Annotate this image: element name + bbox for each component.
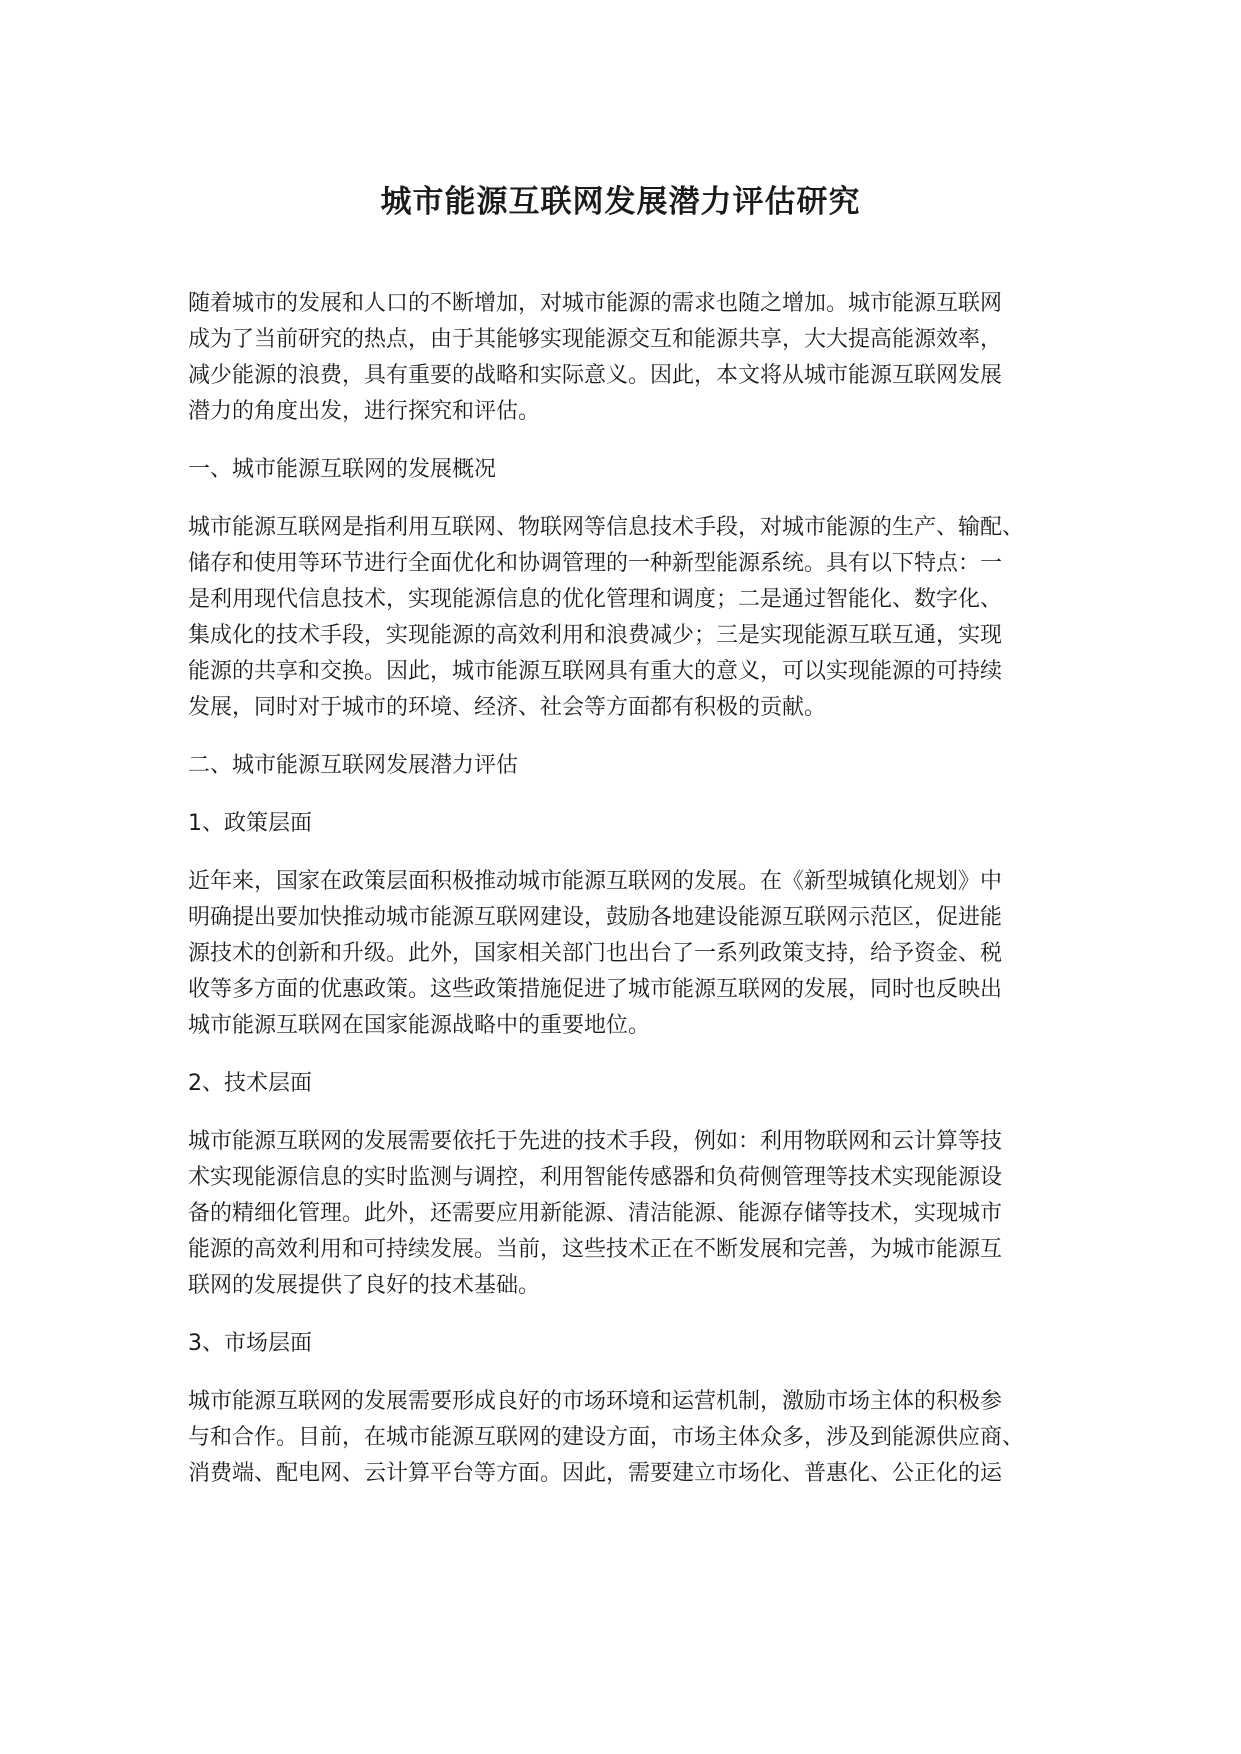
- paragraph-line: 随着城市的发展和人口的不断增加，对城市能源的需求也随之增加。城市能源互联网: [188, 291, 1003, 316]
- paragraph-line: 减少能源的浪费，具有重要的战略和实际意义。因此，本文将从城市能源互联网发展: [188, 363, 1003, 388]
- section-heading-assessment: 二、城市能源互联网发展潜力评估: [188, 753, 519, 778]
- paragraph-line: 明确提出要加快推动城市能源互联网建设，鼓励各地建设能源互联网示范区，促进能: [188, 905, 1003, 930]
- paragraph-line: 能源的共享和交换。因此，城市能源互联网具有重大的意义，可以实现能源的可持续: [188, 659, 1003, 684]
- paragraph-line: 城市能源互联网的发展需要依托于先进的技术手段，例如：利用物联网和云计算等技: [188, 1129, 1003, 1154]
- paragraph-line: 发展，同时对于城市的环境、经济、社会等方面都有积极的贡献。: [188, 695, 827, 720]
- section-heading-overview: 一、城市能源互联网的发展概况: [188, 457, 497, 482]
- paragraph-line: 术实现能源信息的实时监测与调控，利用智能传感器和负荷侧管理等技术实现能源设: [188, 1165, 1003, 1190]
- paragraph-line: 城市能源互联网是指利用互联网、物联网等信息技术手段，对城市能源的生产、输配、: [188, 515, 1025, 540]
- paragraph-line: 城市能源互联网的发展需要形成良好的市场环境和运营机制，激励市场主体的积极参: [188, 1389, 1003, 1414]
- paragraph-line: 与和合作。目前，在城市能源互联网的建设方面，市场主体众多，涉及到能源供应商、: [188, 1425, 1025, 1450]
- subsection-heading-technology: 2、技术层面: [188, 1071, 312, 1096]
- intro-paragraph: [188, 286, 1068, 430]
- subsection-heading-policy: 1、政策层面: [188, 811, 312, 836]
- subsection-heading-market: 3、市场层面: [188, 1331, 312, 1356]
- paragraph-line: 储存和使用等环节进行全面优化和协调管理的一种新型能源系统。具有以下特点：一: [188, 551, 1003, 576]
- paragraph-line: 消费端、配电网、云计算平台等方面。因此，需要建立市场化、普惠化、公正化的运: [188, 1461, 1003, 1486]
- paragraph-line: 源技术的创新和升级。此外，国家相关部门也出台了一系列政策支持，给予资金、税: [188, 941, 1003, 966]
- paragraph-line: 潜力的角度出发，进行探究和评估。: [188, 399, 541, 424]
- paragraph-line: 近年来，国家在政策层面积极推动城市能源互联网的发展。在《新型城镇化规划》中: [188, 869, 1003, 894]
- market-paragraph: [188, 1384, 1068, 1492]
- paragraph-line: 成为了当前研究的热点，由于其能够实现能源交互和能源共享，大大提高能源效率，: [188, 327, 1003, 352]
- document-title: 城市能源互联网发展潜力评估研究: [380, 184, 861, 220]
- paragraph-line: 收等多方面的优惠政策。这些政策措施促进了城市能源互联网的发展，同时也反映出: [188, 977, 1003, 1002]
- overview-paragraph: [188, 510, 1068, 726]
- paragraph-line: 联网的发展提供了良好的技术基础。: [188, 1273, 541, 1298]
- paragraph-line: 备的精细化管理。此外，还需要应用新能源、清洁能源、能源存储等技术，实现城市: [188, 1201, 1003, 1226]
- technology-paragraph: [188, 1124, 1068, 1304]
- paragraph-line: 城市能源互联网在国家能源战略中的重要地位。: [188, 1013, 651, 1038]
- paragraph-line: 能源的高效利用和可持续发展。当前，这些技术正在不断发展和完善，为城市能源互: [188, 1237, 1003, 1262]
- paragraph-line: 是利用现代信息技术，实现能源信息的优化管理和调度；二是通过智能化、数字化、: [188, 587, 1003, 612]
- policy-paragraph: [188, 864, 1068, 1044]
- paragraph-line: 集成化的技术手段，实现能源的高效利用和浪费减少；三是实现能源互联互通，实现: [188, 623, 1003, 648]
- document-body: [188, 286, 1068, 1514]
